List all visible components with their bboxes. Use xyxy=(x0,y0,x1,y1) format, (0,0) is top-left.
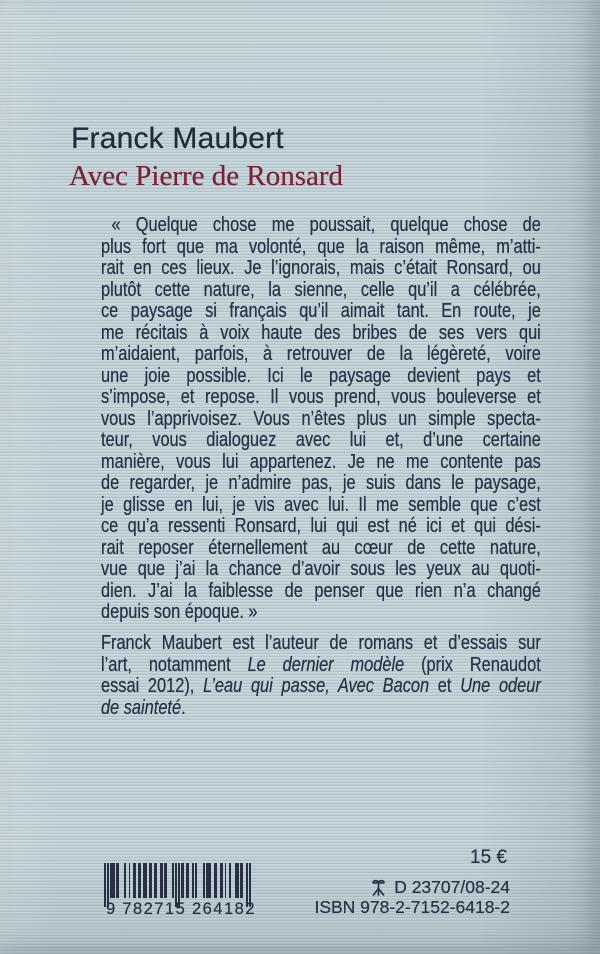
book-title: Avec Pierre de Ronsard xyxy=(69,160,344,192)
print-code: D 23707/08-24 xyxy=(394,877,510,897)
author-name: Franck Maubert xyxy=(71,122,284,155)
publisher-caduceus-icon xyxy=(370,879,387,897)
price-label: 15 € xyxy=(470,847,507,868)
barcode-digit-group1: 782715 xyxy=(122,900,187,918)
isbn-label: ISBN 978-2-7152-6418-2 xyxy=(314,897,510,917)
print-code-line xyxy=(370,877,510,898)
bio-paragraph: Franck Maubert est l’auteur de romans et d’essais sur l’art, notamment Le dernier modèle (prix Renaudot essai 2012), L’eau qui passe, Avec Bacon et Une odeur de sainteté. xyxy=(101,632,541,719)
barcode-digit-group2: 264182 xyxy=(191,900,256,918)
barcode xyxy=(104,863,254,918)
barcode-digit-left: 9 xyxy=(106,900,117,918)
quote-paragraph: « Quelque chose me poussait, quelque chose de plus fort que ma volonté, que la raison même, m’atti- rait en ces lieux. Je l’ignorais, mais c’était Ronsard, ou plutôt cette nature, la sienne, celle qu’il a célébrée, ce paysage si français qu’il aimait tant. En route, je me récitais à voix haute des bribes de ses vers qui m’aidaient, parfois, à retrouver de la légèreté, voire une joie possible. Ici le paysage devient pays et s’impose, et repose. Il vous prend, vous bouleverse et vous l’apprivoisez. Vous n’êtes plus un simple specta- teur, vous dialoguez avec lui et, d’une certaine manière, vous lui appartenez. Je ne me contente pas de regarder, je n’admire pas, je suis dans le paysage, je glisse en lui, je vis avec lui. Il me semble que c’est ce qu’a ressenti Ronsard, lui qui est né ici et qui dési- rait reposer éternellement au cœur de cette nature, vue que j’ai la chance d’avoir sous les yeux au quoti- dien. J’ai la faiblesse de penser que rien n’a changé depuis son époque. » xyxy=(101,214,541,623)
barcode-digits xyxy=(106,900,256,919)
